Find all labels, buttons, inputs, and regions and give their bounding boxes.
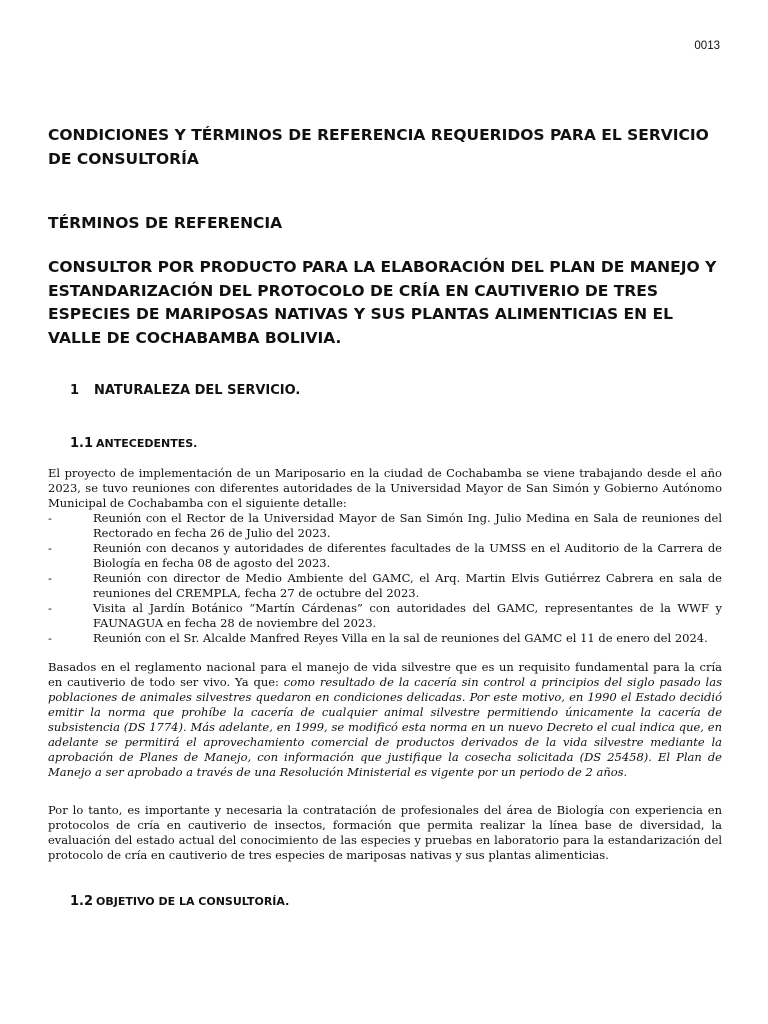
- consultant-title: CONSULTOR POR PRODUCTO PARA LA ELABORACIÓN DEL PLAN DE MANEJO Y ESTANDARIZACIÓN DEL PROTOCOLO DE CRÍA EN CAUTIVERIO DE TRES ESPECIES DE MARIPOSAS NATIVAS Y SUS PLANTAS ALIMENTICIAS EN EL VALLE DE COCHABAMBA BOLIVIA.: [48, 258, 717, 347]
- document-title: CONDICIONES Y TÉRMINOS DE REFERENCIA REQUERIDOS PARA EL SERVICIO DE CONSULTORÍA: [48, 126, 709, 168]
- list-item: [48, 571, 722, 601]
- list-dash: -: [48, 631, 52, 645]
- section-1-heading: [70, 382, 300, 400]
- section-1-2-number: 1.2: [70, 894, 94, 909]
- regulation-paragraph: [48, 660, 722, 780]
- meeting-text: Reunión con decanos y autoridades de diferentes facultades de la UMSS en el Auditorio de la Carrera de Biología en fecha 08 de agosto del 2023.: [93, 541, 722, 570]
- list-item: [48, 601, 722, 631]
- section-1-1-title: ANTECEDENTES.: [96, 437, 198, 450]
- regulation-intro: Basados en el reglamento nacional para el manejo de vida silvestre que es un requisito fundamental para la cría en cautiverio de todo ser vivo. Ya que:: [48, 660, 722, 689]
- list-item: [48, 511, 722, 541]
- section-1-1-heading: [70, 433, 197, 453]
- meetings-list: [48, 511, 722, 646]
- list-dash: -: [48, 541, 52, 555]
- terms-of-reference-title: TÉRMINOS DE REFERENCIA: [48, 214, 283, 232]
- antecedents-intro: El proyecto de implementación de un Mariposario en la ciudad de Cochabamba se viene trabajando desde el año 2023, se tuvo reuniones con diferentes autoridades de la Universidad Mayor de San Simón y Gobierno Autónomo Municipal de Cochabamba con el siguiente detalle:: [48, 466, 722, 510]
- regulation-quote: como resultado de la cacería sin control a principios del siglo pasado las poblaciones de animales silvestres quedaron en condiciones delicadas. Por este motivo, en 1990 el Estado decidió emitir la norma que prohíbe la cacería de cualquier animal silvestre permitiendo únicamente la cacería de subsistencia (DS 1774). Más adelante, en 1999, se modificó esta norma en un nuevo Decreto el cual indica que, en adelante se permitirá el aprovechamiento comercial de productos derivados de la vida silvestre mediante la aprobación de Planes de Manejo, con información que justifique la cosecha solicitada (DS 25458). El Plan de Manejo a ser aprobado a través de una Resolución Ministerial es vigente por un periodo de 2 años.: [48, 675, 722, 779]
- meeting-text: Visita al Jardín Botánico “Martín Cárdenas” con autoridades del GAMC, representantes de la WWF y FAUNAGUA en fecha 28 de noviembre del 2023.: [93, 601, 722, 630]
- page-number: 0013: [694, 40, 720, 52]
- section-1-2-title: OBJETIVO DE LA CONSULTORÍA.: [96, 895, 290, 908]
- meeting-text: Reunión con el Rector de la Universidad Mayor de San Simón Ing. Julio Medina en Sala de reuniones del Rectorado en fecha 26 de Julio del 2023.: [93, 511, 722, 540]
- section-1-2-heading: [70, 891, 289, 911]
- section-1-1-number: 1.1: [70, 436, 94, 451]
- meeting-text: Reunión con director de Medio Ambiente del GAMC, el Arq. Martin Elvis Gutiérrez Cabrera en sala de reuniones del CREMPLA, fecha 27 de octubre del 2023.: [93, 571, 722, 600]
- list-item: [48, 541, 722, 571]
- list-dash: -: [48, 571, 52, 585]
- list-item: [48, 631, 722, 646]
- antecedents-paragraph: [48, 466, 722, 646]
- section-1-title: NATURALEZA DEL SERVICIO.: [94, 383, 301, 398]
- list-dash: -: [48, 511, 52, 525]
- section-1-number: 1: [70, 383, 80, 398]
- meeting-text: Reunión con el Sr. Alcalde Manfred Reyes Villa en la sal de reuniones del GAMC el 11 de enero del 2024.: [93, 631, 708, 645]
- justification-paragraph: Por lo tanto, es importante y necesaria la contratación de profesionales del área de Biología con experiencia en protocolos de cría en cautiverio de insectos, formación que permita realizar la línea base de diversidad, la evaluación del estado actual del conocimiento de las especies y pruebas en laboratorio para la estandarización del protocolo de cría en cautiverio de tres especies de mariposas nativas y sus plantas alimenticias.: [48, 803, 722, 862]
- list-dash: -: [48, 601, 52, 615]
